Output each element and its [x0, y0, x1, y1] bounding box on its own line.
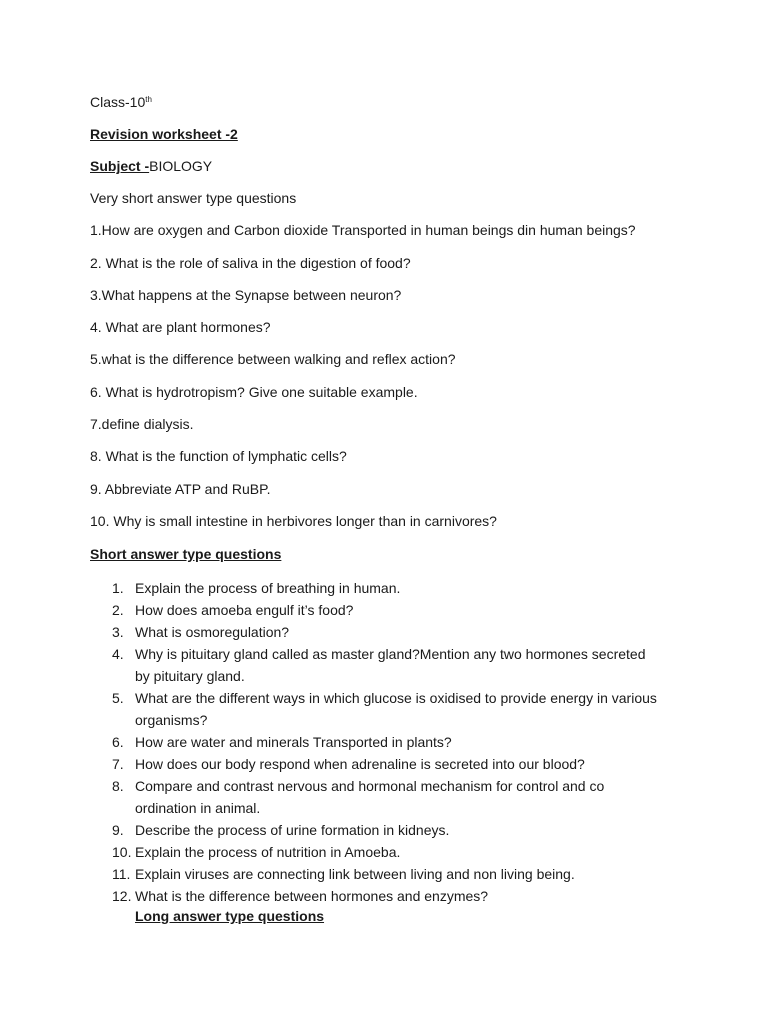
- question-number: 12.: [112, 888, 132, 904]
- very-short-question: 9. Abbreviate ATP and RuBP.: [90, 481, 271, 497]
- question-number: 4.: [112, 646, 124, 662]
- very-short-heading: Very short answer type questions: [90, 190, 297, 206]
- question-number: 6.: [112, 734, 124, 750]
- short-question-item: [90, 753, 690, 775]
- question-text: What is the difference between hormones and enzymes?: [135, 888, 489, 904]
- question-number: 9.: [112, 822, 124, 838]
- question-text: organisms?: [135, 712, 208, 728]
- very-short-question: 1.How are oxygen and Carbon dioxide Transported in human beings din human beings?: [90, 222, 636, 238]
- short-question-item: [90, 643, 690, 687]
- long-heading: Long answer type questions: [135, 908, 325, 924]
- very-short-question: 5.what is the difference between walking and reflex action?: [90, 351, 456, 367]
- question-text: Describe the process of urine formation in kidneys.: [135, 822, 450, 838]
- question-number: 5.: [112, 690, 124, 706]
- very-short-question: 7.define dialysis.: [90, 416, 194, 432]
- short-question-item: [90, 577, 690, 599]
- worksheet-title: Revision worksheet -2: [90, 126, 238, 142]
- short-question-item: [90, 687, 690, 731]
- subject-value: BIOLOGY: [149, 158, 213, 174]
- question-text: Why is pituitary gland called as master gland?Mention any two hormones secreted: [135, 646, 646, 662]
- question-text: ordination in animal.: [135, 800, 261, 816]
- question-number: 7.: [112, 756, 124, 772]
- very-short-question: 8. What is the function of lymphatic cells?: [90, 448, 347, 464]
- question-text: What is osmoregulation?: [135, 624, 290, 640]
- short-question-item: [90, 621, 690, 643]
- short-question-item: [90, 819, 690, 841]
- question-text: What are the different ways in which glucose is oxidised to provide energy in various: [135, 690, 657, 706]
- short-question-item: [90, 863, 690, 885]
- short-question-item: [90, 885, 690, 907]
- question-text: How does our body respond when adrenaline is secreted into our blood?: [135, 756, 585, 772]
- question-number: 10.: [112, 844, 132, 860]
- question-text: How does amoeba engulf it’s food?: [135, 602, 354, 618]
- very-short-question: 10. Why is small intestine in herbivores longer than in carnivores?: [90, 513, 497, 529]
- question-number: 1.: [112, 580, 124, 596]
- class-label: Class-10th: [90, 94, 152, 110]
- subject-label: Subject -: [90, 158, 150, 174]
- question-number: 8.: [112, 778, 124, 794]
- question-number: 11.: [112, 866, 131, 882]
- question-number: 3.: [112, 624, 124, 640]
- question-text: How are water and minerals Transported in plants?: [135, 734, 452, 750]
- question-text: by pituitary gland.: [135, 668, 245, 684]
- question-text: Explain the process of nutrition in Amoeba.: [135, 844, 401, 860]
- very-short-question: 6. What is hydrotropism? Give one suitable example.: [90, 384, 418, 400]
- short-question-item: [90, 775, 690, 819]
- short-heading: Short answer type questions: [90, 546, 282, 562]
- very-short-question: 2. What is the role of saliva in the digestion of food?: [90, 255, 411, 271]
- short-questions-list: [90, 577, 690, 907]
- short-question-item: [90, 731, 690, 753]
- very-short-question: 4. What are plant hormones?: [90, 319, 271, 335]
- question-text: Explain viruses are connecting link between living and non living being.: [135, 866, 575, 882]
- question-text: Explain the process of breathing in human.: [135, 580, 401, 596]
- short-question-item: [90, 599, 690, 621]
- question-number: 2.: [112, 602, 124, 618]
- subject-line: [90, 157, 212, 175]
- question-text: Compare and contrast nervous and hormonal mechanism for control and co: [135, 778, 605, 794]
- short-question-item: [90, 841, 690, 863]
- very-short-question: 3.What happens at the Synapse between neuron?: [90, 287, 402, 303]
